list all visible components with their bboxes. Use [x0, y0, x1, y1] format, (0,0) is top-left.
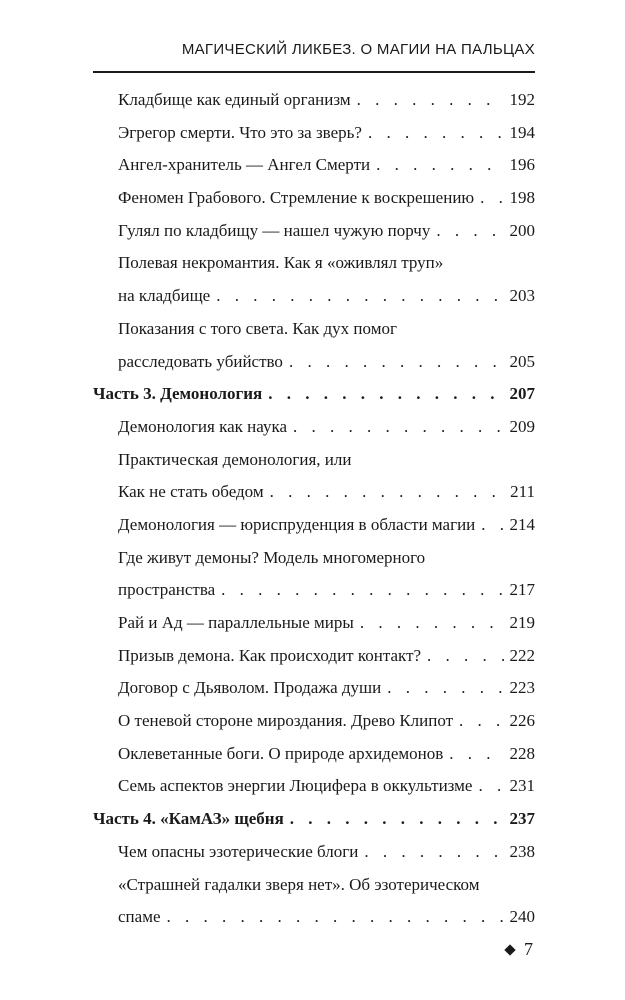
- toc-entry-page: 207: [509, 384, 535, 404]
- toc-entry-title: Кладбище как единый организм: [118, 90, 351, 109]
- toc-entry-title: Рай и Ад — параллельные миры: [118, 613, 354, 632]
- toc-entry: [93, 640, 535, 673]
- toc-entry-page: 214: [509, 514, 535, 534]
- toc-entry-title: Эгрегор смерти. Что это за зверь?: [118, 122, 362, 142]
- dot-leader: [221, 574, 503, 607]
- toc-entry: [93, 672, 535, 705]
- dot-leader: [427, 640, 503, 673]
- toc-entry: [93, 84, 535, 117]
- toc-part-entry: [93, 803, 535, 836]
- toc-entry-title: Призыв демона. Как происходит контакт?: [118, 645, 422, 665]
- toc-entry-page: 209: [509, 416, 535, 436]
- toc-entry-page: 238: [509, 841, 535, 861]
- toc-entry-page: 231: [509, 776, 535, 796]
- toc-entry-page: 217: [509, 580, 535, 600]
- toc-entry-title: Чем опасны эзотерические блоги: [118, 841, 359, 861]
- toc-entry-title: Договор с Дьяволом. Продажа души: [118, 678, 382, 698]
- toc-entry-title: Как не стать обедом: [118, 482, 264, 502]
- dot-leader: [293, 411, 504, 444]
- toc-entry-title: Демонология как наука: [118, 416, 287, 436]
- dot-leader: [270, 476, 505, 509]
- toc-entry: [93, 117, 535, 150]
- toc-entry-page: 237: [509, 809, 535, 829]
- toc-entry: [93, 476, 535, 509]
- toc-entry-page: 192: [509, 90, 535, 109]
- dot-leader: [459, 705, 503, 738]
- toc-entry-page: 200: [509, 220, 535, 240]
- toc-entry-page: 222: [509, 645, 535, 665]
- toc-entry-title: О теневой стороне мироздания. Древо Клипот: [118, 711, 454, 731]
- dot-leader: [480, 182, 503, 215]
- dot-leader: [364, 836, 503, 869]
- toc-entry: [93, 574, 535, 607]
- dot-leader: [376, 149, 503, 182]
- dot-leader: [481, 509, 503, 542]
- toc-entry-title: «Страшней гадалки зверя нет». Об эзотерическом: [118, 874, 480, 894]
- toc-entry-title: на кладбище: [118, 286, 211, 306]
- toc-part-entry: [93, 378, 535, 411]
- toc-entry-page: 194: [509, 122, 535, 142]
- toc-entry-page: 223: [509, 678, 535, 698]
- toc-entry-page: 196: [509, 155, 535, 175]
- toc-entry-title: Гулял по кладбищу — нашел чужую порчу: [118, 220, 431, 240]
- page-number: 7: [524, 939, 533, 959]
- toc-entry-page: 228: [509, 743, 535, 763]
- diamond-icon: [504, 944, 515, 955]
- toc-entry: [93, 509, 535, 542]
- dot-leader: [268, 378, 503, 411]
- toc-entry: [93, 770, 535, 803]
- toc-entry: [93, 149, 535, 182]
- toc-entry-title: Ангел-хранитель — Ангел Смерти: [118, 155, 371, 175]
- toc-entry-page: 219: [509, 613, 535, 632]
- toc-entry: [93, 411, 535, 444]
- toc-entry: [93, 607, 535, 640]
- toc-entry-title: Феномен Грабового. Стремление к воскрешению: [118, 188, 475, 208]
- dot-leader: [478, 770, 503, 803]
- dot-leader: [360, 607, 504, 640]
- toc-entry-title: Полевая некромантия. Как я «оживлял труп»: [118, 253, 444, 273]
- toc-entry: [93, 215, 535, 248]
- dot-leader: [387, 672, 503, 705]
- dot-leader: [449, 738, 503, 771]
- toc-entry: [93, 869, 535, 902]
- toc-entry-page: 226: [509, 711, 535, 731]
- toc-entry: [93, 313, 535, 346]
- toc-entry-page: 205: [509, 351, 535, 371]
- toc-entry: [93, 444, 535, 477]
- toc-entry-page: 198: [509, 188, 535, 208]
- page-footer: [506, 939, 533, 960]
- toc-entry: [93, 542, 535, 575]
- toc-entry-title: Часть 4. «КамАЗ» щебня: [93, 809, 284, 829]
- dot-leader: [368, 117, 504, 150]
- toc-entry: [93, 346, 535, 379]
- toc-entry: [93, 280, 535, 313]
- toc-entry-title: Практическая демонология, или: [118, 449, 352, 469]
- toc-entry-page: 211: [510, 482, 535, 502]
- toc-entry-title: Часть 3. Демонология: [93, 384, 263, 404]
- toc-entry-title: Оклеветанные боги. О природе архидемонов: [118, 743, 444, 763]
- toc-entry: [93, 247, 535, 280]
- dot-leader: [436, 215, 503, 248]
- dot-leader: [289, 346, 504, 379]
- toc-entry: [93, 901, 535, 934]
- toc-entry: [93, 705, 535, 738]
- toc-entry-page: 240: [509, 907, 535, 927]
- dot-leader: [290, 803, 504, 836]
- toc-entry: [93, 836, 535, 869]
- dot-leader: [357, 84, 504, 117]
- toc-entry-title: пространства: [118, 580, 216, 600]
- dot-leader: [216, 280, 503, 313]
- table-of-contents: [93, 84, 535, 934]
- toc-entry: [93, 738, 535, 771]
- toc-entry-title: спаме: [118, 907, 161, 927]
- toc-entry-title: Демонология — юриспруденция в области магии: [118, 514, 476, 534]
- toc-entry-title: расследовать убийство: [118, 351, 283, 371]
- toc-entry-title: Семь аспектов энергии Люцифера в оккультизме: [118, 776, 473, 796]
- toc-entry: [93, 182, 535, 215]
- dot-leader: [167, 901, 504, 934]
- running-header-title: МАГИЧЕСКИЙ ЛИКБЕЗ. О МАГИИ НА ПАЛЬЦАХ: [181, 41, 535, 58]
- toc-entry-title: Где живут демоны? Модель многомерного: [118, 547, 426, 567]
- toc-entry-title: Показания с того света. Как дух помог: [118, 318, 397, 338]
- toc-entry-page: 203: [509, 286, 535, 306]
- running-header: [93, 41, 535, 73]
